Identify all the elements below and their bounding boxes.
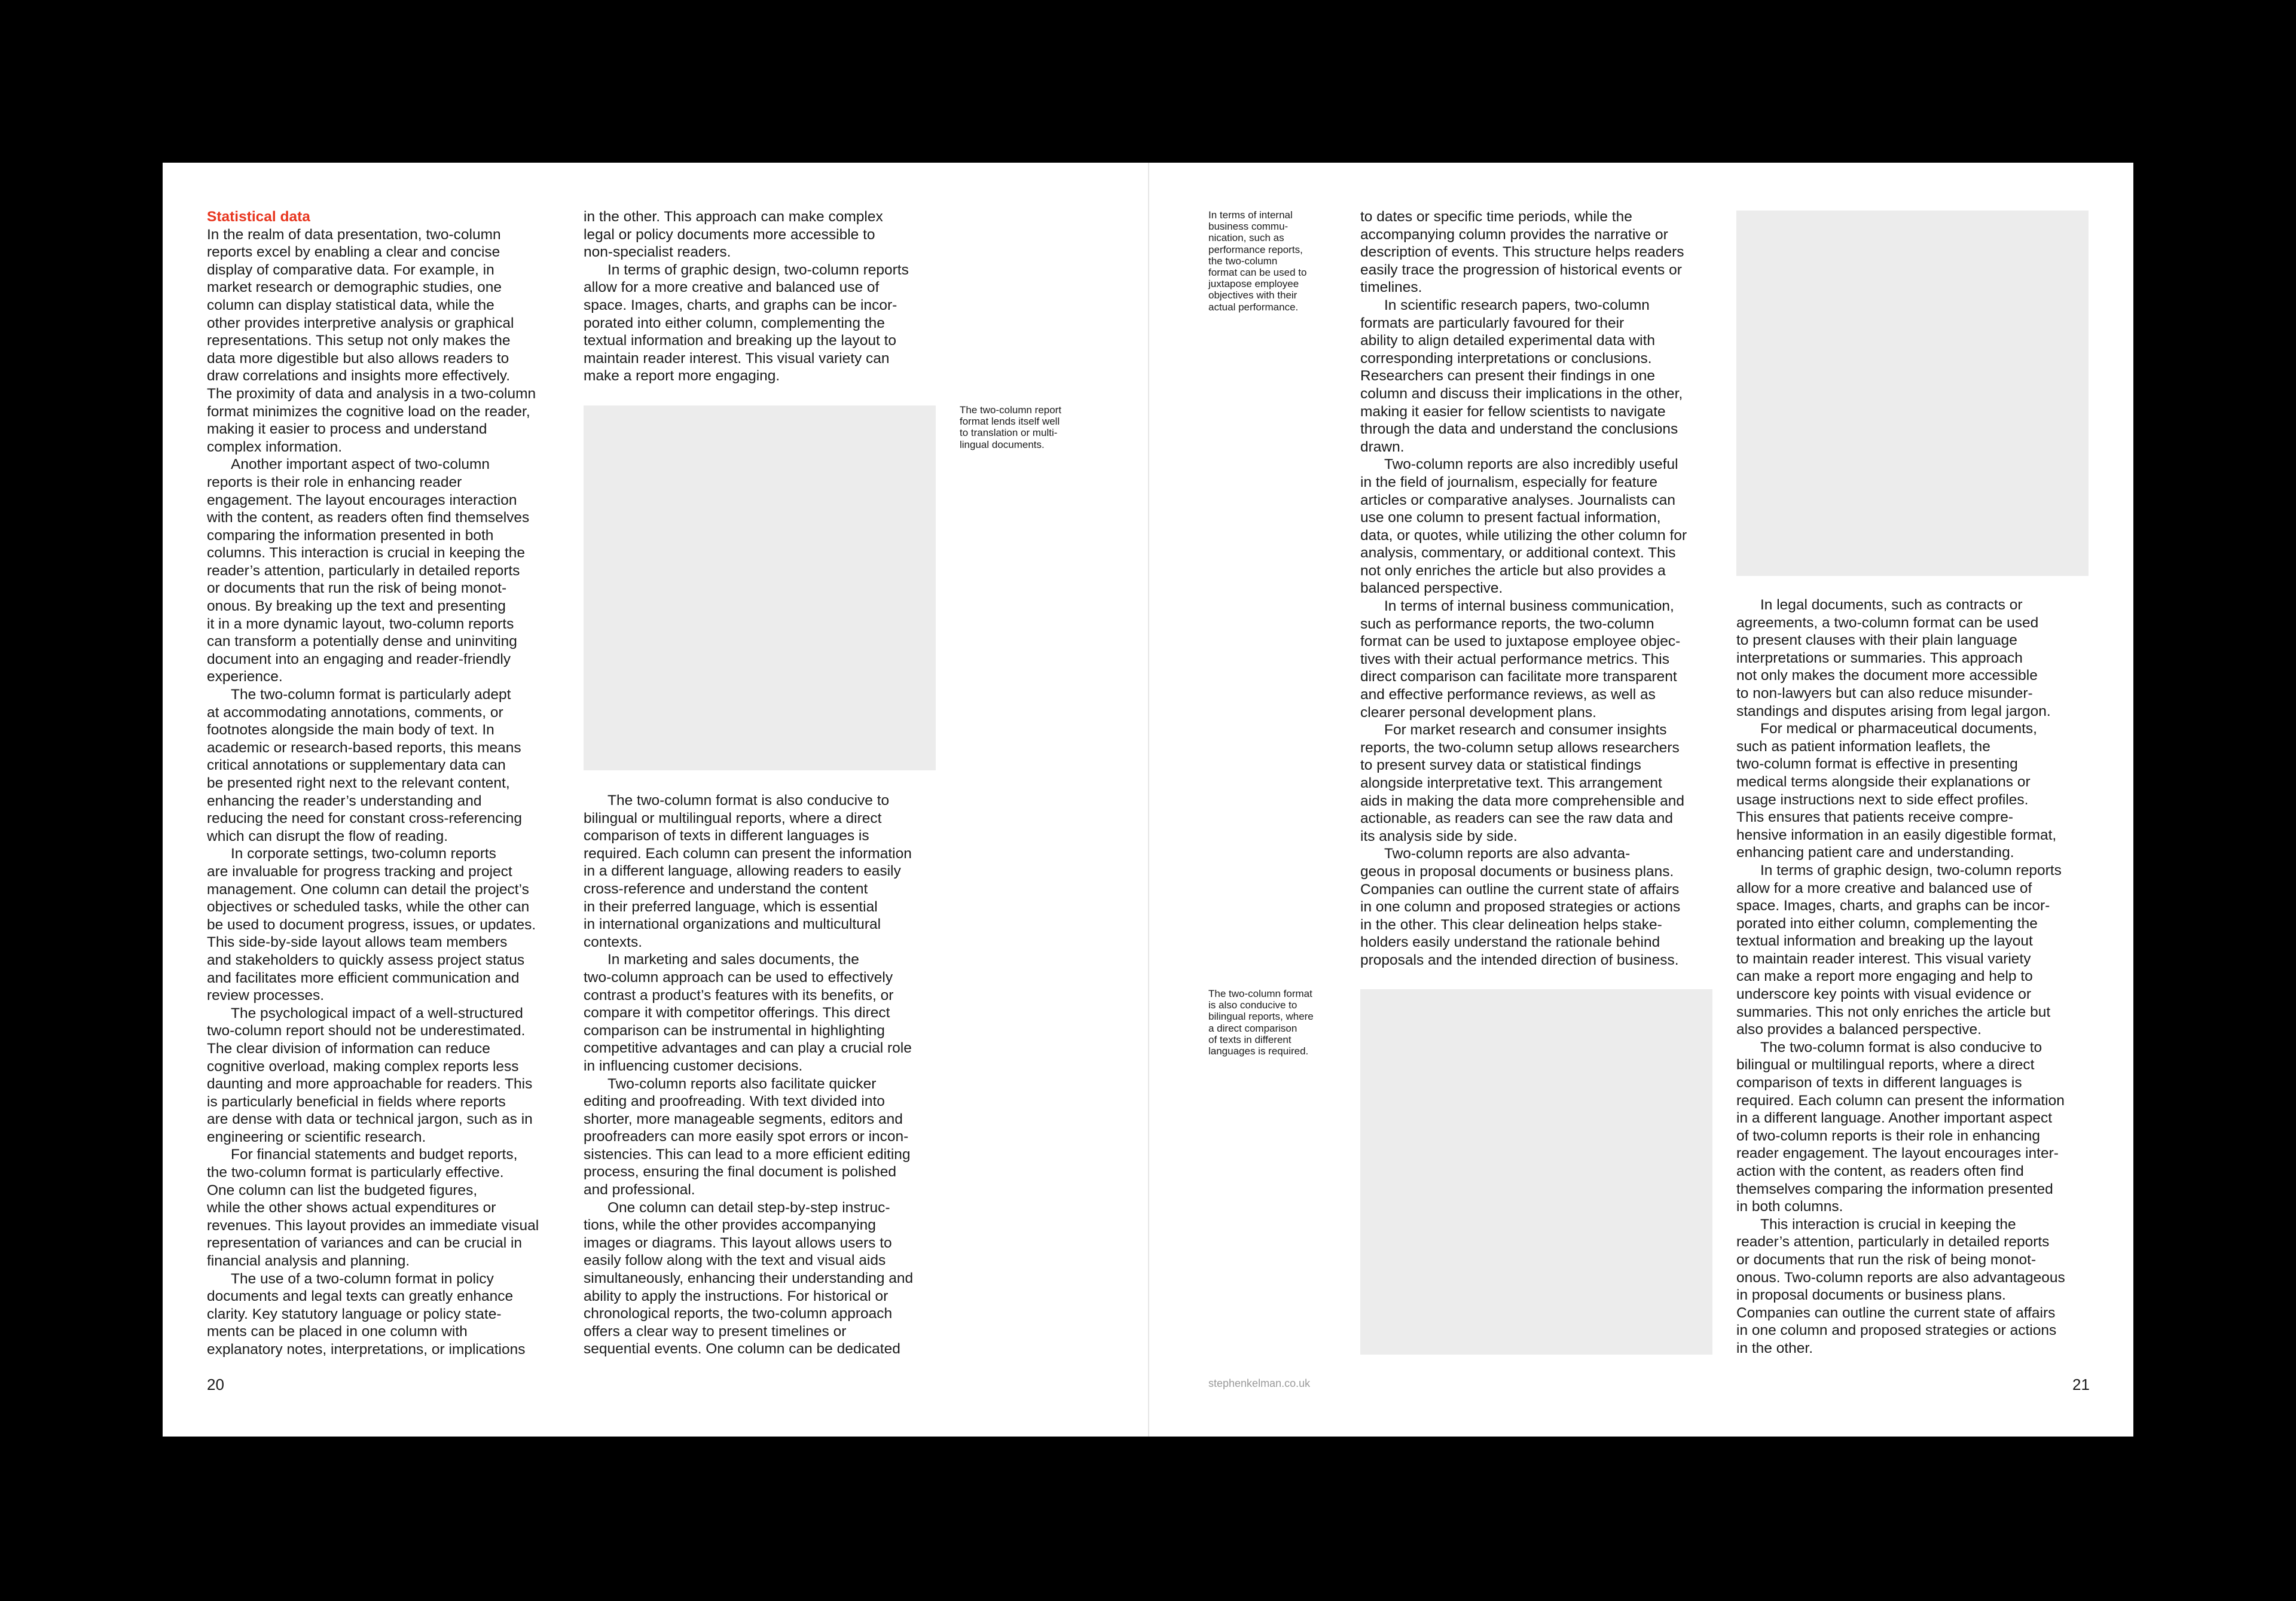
text-line: not only makes the document more accessible <box>1736 667 2038 684</box>
text-line: The two-column format is also conducive to <box>1760 1039 2042 1056</box>
text-line: two-column report should not be underestimated. <box>207 1023 526 1039</box>
text-line: comparison of texts in different languages is <box>1736 1075 2022 1091</box>
text-line: footnotes alongside the main body of text. In <box>207 722 494 739</box>
text-line: Two-column reports also facilitate quicker <box>607 1075 877 1092</box>
text-line: clearer personal development plans. <box>1360 704 1596 721</box>
text-line: In the realm of data presentation, two-column <box>207 226 501 243</box>
text-line: required. Each column can present the information <box>584 845 912 862</box>
paragraph <box>584 208 909 261</box>
text-line: usage instructions next to side effect profiles. <box>1736 791 2029 808</box>
text-line: The proximity of data and analysis in a two-column <box>207 385 536 402</box>
text-line: For financial statements and budget reports, <box>231 1146 518 1163</box>
text-line: format can be used to juxtapose employee objec- <box>1360 633 1681 650</box>
text-line: in their preferred language, which is essential <box>584 898 878 915</box>
note-line: is also conducive to <box>1208 999 1297 1011</box>
text-line: such as patient information leaflets, the <box>1736 738 1990 755</box>
text-line: representation of variances and can be crucial in <box>207 1235 523 1252</box>
text-line: interpretations or summaries. This approach <box>1736 649 2023 666</box>
footer-url: stephenkelman.co.uk <box>1208 1377 1311 1389</box>
text-line: representations. This setup not only makes the <box>207 333 511 349</box>
text-line: draw correlations and insights more effectively. <box>207 368 511 385</box>
text-line: The psychological impact of a well-structured <box>231 1005 523 1021</box>
text-line: review processes. <box>207 987 325 1004</box>
note-line: a direct comparison <box>1208 1022 1297 1034</box>
paragraph <box>1736 1216 2065 1358</box>
text-line: proposals and the intended direction of business. <box>1360 952 1679 968</box>
text-line: corresponding interpretations or conclusions. <box>1360 350 1652 367</box>
text-line: In terms of graphic design, two-column reports <box>607 261 909 278</box>
text-line: tions, while the other provides accompanying <box>584 1217 876 1234</box>
note-line: In terms of internal <box>1208 209 1293 221</box>
text-line: or documents that run the risk of being monot- <box>207 580 507 597</box>
paragraph <box>1736 720 2065 862</box>
text-line: with the content, as readers often find themselves <box>207 510 530 526</box>
text-line: critical annotations or supplementary data can <box>207 757 506 774</box>
text-line: columns. This interaction is crucial in keeping the <box>207 545 526 562</box>
text-line: chronological reports, the two-column approach <box>584 1306 893 1322</box>
text-line: articles or comparative analyses. Journalists can <box>1360 492 1675 508</box>
text-line: are invaluable for progress tracking and project <box>207 863 512 880</box>
text-line: images or diagrams. This layout allows users to <box>584 1234 892 1251</box>
text-line: revenues. This layout provides an immediate visual <box>207 1217 539 1234</box>
text-line: accompanying column provides the narrative or <box>1360 226 1668 243</box>
text-line: experience. <box>207 669 283 685</box>
text-line: Researchers can present their findings in one <box>1360 368 1656 385</box>
note-line: actual performance. <box>1208 301 1299 313</box>
left-column-1 <box>207 208 539 1359</box>
text-line: ability to apply the instructions. For historical or <box>584 1288 889 1304</box>
text-line: to dates or specific time periods, while the <box>1360 209 1632 225</box>
text-line: analysis, commentary, or additional context. This <box>1360 545 1676 562</box>
image-placeholder-right-bottom <box>1360 989 1712 1355</box>
text-line: shorter, more manageable segments, editors and <box>584 1111 903 1127</box>
text-line: through the data and understand the conclusions <box>1360 421 1678 438</box>
text-line: editing and proofreading. With text divided into <box>584 1093 885 1110</box>
text-line: can make a report more engaging and help to <box>1736 968 2033 985</box>
note-line: juxtapose employee <box>1208 278 1299 290</box>
note-line: business commu- <box>1208 221 1289 233</box>
text-line: proofreaders can more easily spot errors or incon- <box>584 1129 909 1145</box>
note-line: to translation or multi- <box>960 427 1058 439</box>
paragraph <box>207 845 539 1004</box>
text-line: sequential events. One column can be dedicated <box>584 1341 900 1358</box>
note-line: the two-column <box>1208 255 1278 267</box>
side-note-left <box>960 404 1061 450</box>
paragraph <box>1360 721 1687 845</box>
text-line: in international organizations and multicultural <box>584 916 881 933</box>
text-line: market research or demographic studies, one <box>207 279 502 296</box>
text-line: objectives or scheduled tasks, while the other can <box>207 899 530 916</box>
text-line: space. Images, charts, and graphs can be incor- <box>584 297 897 313</box>
text-line: standings and disputes arising from legal jargon. <box>1736 703 2051 719</box>
text-line: The clear division of information can reduce <box>207 1040 490 1057</box>
text-line: bilingual or multilingual reports, where a direct <box>584 810 882 827</box>
text-line: in one column and proposed strategies or actions <box>1360 899 1681 916</box>
text-line: two-column approach can be used to effectively <box>584 969 893 986</box>
text-line: in the field of journalism, especially for feature <box>1360 474 1658 490</box>
text-line: the two-column format is particularly effective. <box>207 1164 504 1181</box>
text-line: bilingual or multilingual reports, where a direct <box>1736 1057 2035 1074</box>
text-line: The two-column format is also conducive to <box>607 792 890 809</box>
page-number-right: 21 <box>2072 1376 2090 1393</box>
text-line: cognitive overload, making complex reports less <box>207 1058 519 1075</box>
text-line: sistencies. This can lead to a more efficient editing <box>584 1146 911 1163</box>
text-line: is particularly beneficial in fields where reports <box>207 1093 506 1110</box>
text-line: clarity. Key statutory language or policy state- <box>207 1306 502 1322</box>
text-line: Two-column reports are also incredibly useful <box>1384 456 1678 473</box>
text-line: The use of a two-column format in policy <box>231 1270 494 1287</box>
text-line: easily trace the progression of historical events or <box>1360 261 1682 278</box>
note-line: nication, such as <box>1208 232 1284 244</box>
text-line: reports is their role in enhancing reader <box>207 474 462 490</box>
note-line: performance reports, <box>1208 243 1303 255</box>
text-line: making it easier for fellow scientists to navigate <box>1360 403 1666 420</box>
text-line: reducing the need for constant cross-referencing <box>207 810 523 827</box>
side-note-right-top <box>1208 209 1306 313</box>
paragraph <box>1736 1039 2065 1216</box>
text-line: One column can list the budgeted figures, <box>207 1182 478 1199</box>
paragraph <box>1360 597 1687 721</box>
text-line: academic or research-based reports, this means <box>207 739 521 756</box>
text-line: onous. Two-column reports are also advantageous <box>1736 1269 2065 1286</box>
text-line: in a different language. Another important aspect <box>1736 1110 2053 1127</box>
paragraph <box>584 261 909 385</box>
note-line: lingual documents. <box>960 438 1045 450</box>
text-line: in proposal documents or business plans. <box>1736 1287 2006 1304</box>
text-line: and facilitates more efficient communication and <box>207 969 520 986</box>
text-line: not only enriches the article but also provides a <box>1360 562 1666 579</box>
text-line: data more digestible but also allows readers to <box>207 350 509 367</box>
text-line: allow for a more creative and balanced use of <box>1736 880 2032 896</box>
text-line: In legal documents, such as contracts or <box>1760 597 2023 613</box>
text-line: Companies can outline the current state of affairs <box>1360 881 1680 898</box>
note-line: languages is required. <box>1208 1045 1309 1057</box>
text-line: data, or quotes, while utilizing the other column for <box>1360 527 1687 544</box>
text-line: balanced perspective. <box>1360 580 1503 597</box>
text-line: compare it with competitor offerings. This direct <box>584 1005 890 1021</box>
paragraph <box>1736 596 2065 720</box>
paragraph <box>207 1005 539 1146</box>
text-line: or documents that run the risk of being monot- <box>1736 1251 2037 1268</box>
text-line: reports, the two-column setup allows researchers <box>1360 739 1680 756</box>
text-line: onous. By breaking up the text and presenting <box>207 598 506 615</box>
text-line: reader engagement. The layout encourages inter- <box>1736 1145 2059 1162</box>
left-column-2-bottom <box>584 792 913 1358</box>
page-spine <box>1148 163 1149 1437</box>
note-line: of texts in different <box>1208 1033 1292 1045</box>
text-line: textual information and breaking up the layout <box>1736 933 2033 950</box>
text-line: reports excel by enabling a clear and concise <box>207 244 500 261</box>
text-line: This side-by-side layout allows team members <box>207 934 508 951</box>
section-heading: Statistical data <box>207 209 310 225</box>
text-line: formats are particularly favoured for their <box>1360 315 1625 331</box>
text-line: management. One column can detail the project’s <box>207 881 529 898</box>
paragraph <box>1736 862 2065 1039</box>
text-line: Two-column reports are also advanta- <box>1384 846 1631 862</box>
text-line: in one column and proposed strategies or actions <box>1736 1322 2057 1339</box>
text-line: Companies can outline the current state of affairs <box>1736 1304 2056 1321</box>
text-line: space. Images, charts, and graphs can be incor- <box>1736 898 2050 914</box>
text-line: In terms of graphic design, two-column reports <box>1760 862 2062 879</box>
paragraph <box>584 792 913 951</box>
text-line: aids in making the data more comprehensible and <box>1360 792 1685 809</box>
text-line: maintain reader interest. This visual variety can <box>584 350 890 367</box>
text-line: comparing the information presented in both <box>207 527 494 544</box>
paragraph <box>584 1075 913 1199</box>
text-line: non-specialist readers. <box>584 244 731 261</box>
text-line: two-column format is effective in presenting <box>1736 756 2018 773</box>
side-note-right-bottom <box>1208 988 1314 1057</box>
note-line: format can be used to <box>1208 267 1307 279</box>
text-line: which can disrupt the flow of reading. <box>207 828 448 844</box>
text-line: be presented right next to the relevant content, <box>207 775 510 791</box>
text-line: timelines. <box>1360 279 1422 296</box>
text-line: easily follow along with the text and visual aids <box>584 1252 886 1269</box>
text-line: financial analysis and planning. <box>207 1253 410 1270</box>
text-line: themselves comparing the information presented <box>1736 1181 2053 1197</box>
text-line: In marketing and sales documents, the <box>607 952 859 968</box>
text-line: such as performance reports, the two-column <box>1360 615 1654 632</box>
text-line: in both columns. <box>1736 1199 1843 1215</box>
text-line: process, ensuring the final document is polished <box>584 1164 896 1181</box>
text-line: comparison can be instrumental in highlighting <box>584 1022 885 1039</box>
image-placeholder-right-top <box>1736 211 2089 576</box>
text-line: geous in proposal documents or business plans. <box>1360 863 1674 880</box>
text-line: alongside interpretative text. This arrangement <box>1360 775 1662 791</box>
paragraph <box>207 226 539 456</box>
text-line: action with the content, as readers often find <box>1736 1163 2024 1179</box>
text-line: This interaction is crucial in keeping the <box>1760 1216 2016 1233</box>
text-line: also provides a balanced perspective. <box>1736 1021 1981 1038</box>
text-line: reader’s attention, particularly in detailed reports <box>1736 1234 2050 1251</box>
text-line: comparison of texts in different languages is <box>584 828 869 844</box>
text-line: For market research and consumer insights <box>1384 722 1667 739</box>
text-line: holders easily understand the rationale behind <box>1360 934 1660 951</box>
paragraph <box>207 686 539 845</box>
text-line: use one column to present factual information, <box>1360 510 1661 526</box>
text-line: are dense with data or technical jargon, such as in <box>207 1111 533 1128</box>
text-line: enhancing the reader’s understanding and <box>207 792 482 809</box>
paragraph <box>207 1146 539 1270</box>
text-line: at accommodating annotations, comments, or <box>207 704 503 721</box>
text-line: summaries. This not only enriches the article but <box>1736 1004 2051 1020</box>
image-placeholder-left <box>584 405 936 770</box>
paragraph <box>1360 845 1687 969</box>
text-line: to maintain reader interest. This visual variety <box>1736 950 2031 967</box>
text-line: competitive advantages and can play a crucial role <box>584 1040 912 1057</box>
text-line: tives with their actual performance metrics. This <box>1360 651 1669 667</box>
text-line: textual information and breaking up the layout to <box>584 333 897 349</box>
text-line: underscore key points with visual evidence or <box>1736 986 2031 1003</box>
text-line: porated into either column, complementing the <box>584 315 885 331</box>
text-line: in a different language, allowing readers to easily <box>584 863 901 880</box>
text-line: agreements, a two-column format can be used <box>1736 614 2039 631</box>
text-line: drawn. <box>1360 438 1405 455</box>
text-line: column and discuss their implications in the other, <box>1360 385 1683 402</box>
left-column-2-top <box>584 208 909 385</box>
text-line: medical terms alongside their explanations or <box>1736 773 2031 790</box>
text-line: actionable, as readers can see the raw data and <box>1360 810 1674 827</box>
note-line: objectives with their <box>1208 289 1297 301</box>
text-line: required. Each column can present the information <box>1736 1092 2065 1109</box>
paragraph <box>207 1270 539 1359</box>
text-line: in the other. This clear delineation helps stake- <box>1360 916 1662 933</box>
text-line: its analysis side by side. <box>1360 828 1518 844</box>
text-line: and stakeholders to quickly assess project status <box>207 952 525 968</box>
text-line: and professional. <box>584 1182 695 1199</box>
text-line: of two-column reports is their role in enhancing <box>1736 1127 2040 1144</box>
text-line: cross-reference and understand the content <box>584 880 868 897</box>
paragraph <box>1360 456 1687 597</box>
text-line: while the other shows actual expenditures or <box>207 1200 496 1216</box>
text-line: In corporate settings, two-column reports <box>231 846 496 862</box>
text-line: reader’s attention, particularly in detailed reports <box>207 562 520 579</box>
paragraph <box>1360 208 1687 297</box>
text-line: Another important aspect of two-column <box>231 456 490 473</box>
text-line: can transform a potentially dense and uninviting <box>207 633 517 650</box>
text-line: explanatory notes, interpretations, or implications <box>207 1341 526 1358</box>
text-line: hensive information in an easily digestible format, <box>1736 827 2057 843</box>
text-line: engagement. The layout encourages interaction <box>207 492 517 508</box>
text-line: it in a more dynamic layout, two-column reports <box>207 615 514 632</box>
text-line: format minimizes the cognitive load on the reader, <box>207 403 530 420</box>
right-column-2 <box>1736 596 2065 1358</box>
text-line: making it easier to process and understand <box>207 421 487 438</box>
paragraph <box>584 1199 913 1358</box>
paragraph <box>1360 297 1687 456</box>
text-line: other provides interpretive analysis or graphical <box>207 315 514 331</box>
paragraph <box>207 456 539 686</box>
text-line: be used to document progress, issues, or updates. <box>207 916 536 933</box>
text-line: For medical or pharmaceutical documents, <box>1760 721 2037 737</box>
text-line: One column can detail step-by-step instruc- <box>607 1199 890 1216</box>
text-line: contrast a product’s features with its benefits, or <box>584 987 894 1004</box>
paragraph <box>584 951 913 1075</box>
text-line: column can display statistical data, while the <box>207 297 494 313</box>
text-line: ability to align detailed experimental data with <box>1360 333 1656 349</box>
text-line: In terms of internal business communication, <box>1384 598 1674 615</box>
text-line: display of comparative data. For example, in <box>207 261 494 278</box>
text-line: porated into either column, complementing the <box>1736 915 2038 932</box>
text-line: document into an engaging and reader-friendly <box>207 651 511 667</box>
text-line: in the other. <box>1736 1340 1813 1356</box>
note-line: The two-column format <box>1208 988 1312 999</box>
text-line: to present clauses with their plain language <box>1736 632 2017 649</box>
text-line: contexts. <box>584 934 643 950</box>
text-line: and effective performance reviews, as well as <box>1360 687 1656 703</box>
text-line: in the other. This approach can make complex <box>584 209 883 225</box>
text-line: to non-lawyers but can also reduce misunder- <box>1736 685 2033 702</box>
text-line: in influencing customer decisions. <box>584 1057 803 1074</box>
text-line: make a report more engaging. <box>584 368 780 385</box>
text-line: simultaneously, enhancing their understanding and <box>584 1270 914 1287</box>
text-line: to present survey data or statistical findings <box>1360 757 1641 774</box>
text-line: offers a clear way to present timelines or <box>584 1323 847 1340</box>
text-line: This ensures that patients receive compre- <box>1736 809 2013 826</box>
note-line: bilingual reports, where <box>1208 1011 1314 1023</box>
text-line: ments can be placed in one column with <box>207 1324 468 1340</box>
text-line: The two-column format is particularly adept <box>231 687 511 703</box>
note-line: format lends itself well <box>960 416 1060 428</box>
text-line: legal or policy documents more accessible to <box>584 226 875 243</box>
text-line: direct comparison can facilitate more transparent <box>1360 669 1677 685</box>
left-column-1-body <box>207 226 539 1359</box>
text-line: documents and legal texts can greatly enhance <box>207 1288 514 1305</box>
text-line: enhancing patient care and understanding. <box>1736 844 2014 861</box>
text-line: complex information. <box>207 438 343 455</box>
note-line: The two-column report <box>960 404 1062 416</box>
page-number-left: 20 <box>207 1376 224 1393</box>
text-line: description of events. This structure helps readers <box>1360 244 1684 261</box>
right-column-1 <box>1360 208 1687 969</box>
text-line: engineering or scientific research. <box>207 1129 426 1145</box>
text-line: In scientific research papers, two-column <box>1384 297 1650 313</box>
text-line: allow for a more creative and balanced use of <box>584 279 880 296</box>
text-line: daunting and more approachable for readers. This <box>207 1076 533 1093</box>
